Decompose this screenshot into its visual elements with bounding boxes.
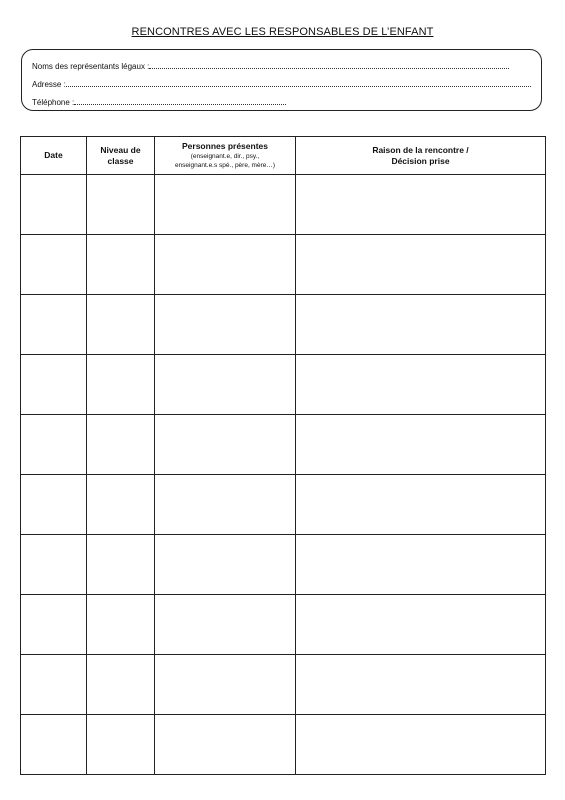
cell-persons-present[interactable] xyxy=(155,655,296,715)
cell-date[interactable] xyxy=(21,655,87,715)
table-row xyxy=(21,655,546,715)
cell-reason[interactable] xyxy=(296,535,546,595)
cell-date[interactable] xyxy=(21,475,87,535)
cell-persons-present[interactable] xyxy=(155,355,296,415)
header-reason-line2: Décision prise xyxy=(391,155,450,166)
cell-persons-present[interactable] xyxy=(155,175,296,235)
header-persons-present-detail-2: enseignant.e.s spé., père, mère…) xyxy=(174,162,276,169)
meetings-table xyxy=(20,136,546,775)
legal-representatives-field[interactable] xyxy=(32,61,532,71)
cell-date[interactable] xyxy=(21,355,87,415)
cell-reason[interactable] xyxy=(296,595,546,655)
cell-reason[interactable] xyxy=(296,235,546,295)
cell-date[interactable] xyxy=(21,715,87,775)
table-row xyxy=(21,235,546,295)
phone-dotted-line xyxy=(74,97,286,105)
phone-field[interactable] xyxy=(32,97,302,107)
address-field[interactable] xyxy=(32,79,532,89)
phone-label: Téléphone : xyxy=(32,98,75,107)
cell-class-level[interactable] xyxy=(87,715,155,775)
header-class-level-label: Niveau de classe xyxy=(100,144,141,166)
header-persons-present-label: Personnes présentes xyxy=(182,141,268,151)
header-class-level xyxy=(87,137,155,175)
table-header-row xyxy=(21,137,546,175)
legal-representatives-label: Noms des représentants légaux : xyxy=(32,62,150,71)
cell-class-level[interactable] xyxy=(87,475,155,535)
cell-class-level[interactable] xyxy=(87,295,155,355)
cell-date[interactable] xyxy=(21,535,87,595)
header-date xyxy=(21,137,87,175)
cell-class-level[interactable] xyxy=(87,655,155,715)
cell-date[interactable] xyxy=(21,175,87,235)
table-row xyxy=(21,595,546,655)
cell-reason[interactable] xyxy=(296,475,546,535)
cell-date[interactable] xyxy=(21,235,87,295)
cell-reason[interactable] xyxy=(296,355,546,415)
cell-date[interactable] xyxy=(21,595,87,655)
cell-date[interactable] xyxy=(21,295,87,355)
header-persons-present xyxy=(155,137,296,175)
cell-persons-present[interactable] xyxy=(155,595,296,655)
cell-reason[interactable] xyxy=(296,655,546,715)
legal-representatives-dotted-line xyxy=(149,61,509,69)
cell-class-level[interactable] xyxy=(87,535,155,595)
cell-reason[interactable] xyxy=(296,415,546,475)
cell-reason[interactable] xyxy=(296,295,546,355)
header-date-label: Date xyxy=(44,150,63,160)
cell-date[interactable] xyxy=(21,415,87,475)
table-row xyxy=(21,475,546,535)
header-reason xyxy=(296,137,546,175)
cell-persons-present[interactable] xyxy=(155,715,296,775)
address-label: Adresse : xyxy=(32,80,66,89)
table-row xyxy=(21,715,546,775)
table-row xyxy=(21,175,546,235)
cell-persons-present[interactable] xyxy=(155,415,296,475)
cell-class-level[interactable] xyxy=(87,175,155,235)
cell-reason[interactable] xyxy=(296,715,546,775)
cell-class-level[interactable] xyxy=(87,355,155,415)
header-reason-line1: Raison de la rencontre / xyxy=(372,144,469,155)
cell-persons-present[interactable] xyxy=(155,535,296,595)
cell-class-level[interactable] xyxy=(87,235,155,295)
page-title: RENCONTRES AVEC LES RESPONSABLES DE L’ENFANT xyxy=(131,26,434,38)
cell-persons-present[interactable] xyxy=(155,475,296,535)
cell-persons-present[interactable] xyxy=(155,295,296,355)
cell-class-level[interactable] xyxy=(87,415,155,475)
contact-info-box xyxy=(21,49,542,111)
cell-reason[interactable] xyxy=(296,175,546,235)
address-dotted-line xyxy=(66,79,531,87)
table-row xyxy=(21,415,546,475)
cell-class-level[interactable] xyxy=(87,595,155,655)
header-persons-present-detail-1: (enseignant.e, dir., psy., xyxy=(190,153,260,160)
table-row xyxy=(21,535,546,595)
cell-persons-present[interactable] xyxy=(155,235,296,295)
table-row xyxy=(21,355,546,415)
table-row xyxy=(21,295,546,355)
